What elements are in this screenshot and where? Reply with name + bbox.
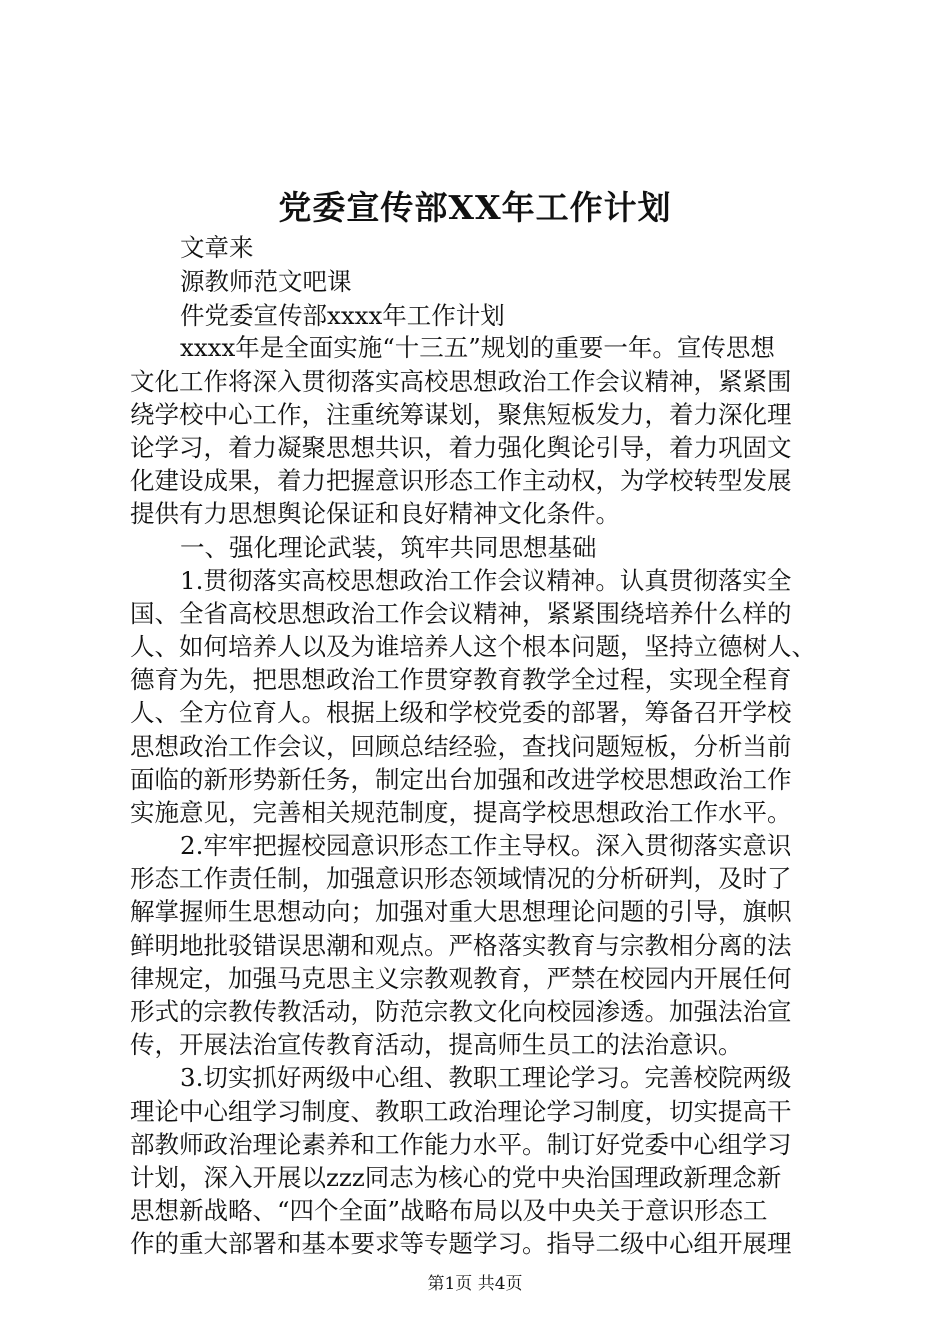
body-line: 绕学校中心工作，注重统筹谋划，聚焦短板发力，着力深化理 [130, 400, 792, 429]
body-line: 件党委宣传部xxxx年工作计划 [180, 301, 505, 330]
body-line: 源教师范文吧课 [180, 267, 352, 296]
document-title: 党委宣传部XX年工作计划 [278, 188, 672, 227]
body-line: 形态工作责任制，加强意识形态领域情况的分析研判，及时了 [130, 864, 792, 893]
body-line: 解掌握师生思想动向；加强对重大思想理论问题的引导，旗帜 [130, 897, 792, 926]
body-line: 提供有力思想舆论保证和良好精神文化条件。 [130, 499, 620, 528]
body-line: 人、全方位育人。根据上级和学校党委的部署，筹备召开学校 [130, 698, 792, 727]
body-line: 部教师政治理论素养和工作能力水平。制订好党委中心组学习 [130, 1130, 792, 1159]
body-line: 德育为先，把思想政治工作贯穿教育教学全过程，实现全程育 [130, 665, 792, 694]
body-line: xxxx年是全面实施“十三五”规划的重要一年。宣传思想 [180, 333, 775, 362]
body-line: 国、全省高校思想政治工作会议精神，紧紧围绕培养什么样的 [130, 599, 792, 628]
body-line: 思想新战略、“四个全面”战略布局以及中央关于意识形态工 [130, 1196, 768, 1225]
body-line: 文化工作将深入贯彻落实高校思想政治工作会议精神，紧紧围 [130, 367, 792, 396]
page-footer: 第1页 共4页 [427, 1274, 523, 1294]
body-line: 面临的新形势新任务，制定出台加强和改进学校思想政治工作 [130, 765, 792, 794]
body-line: 鲜明地批驳错误思潮和观点。严格落实教育与宗教相分离的法 [130, 931, 792, 960]
body-line: 2.牢牢把握校园意识形态工作主导权。深入贯彻落实意识 [180, 831, 792, 860]
body-line: 论学习，着力凝聚思想共识，着力强化舆论引导，着力巩固文 [130, 433, 792, 462]
section-heading: 一、强化理论武装，筑牢共同思想基础 [180, 533, 597, 562]
body-line: 1.贯彻落实高校思想政治工作会议精神。认真贯彻落实全 [180, 566, 792, 595]
body-line: 形式的宗教传教活动，防范宗教文化向校园渗透。加强法治宣 [130, 997, 792, 1026]
body-line: 实施意见，完善相关规范制度，提高学校思想政治工作水平。 [130, 798, 792, 827]
body-line: 传，开展法治宣传教育活动，提高师生员工的法治意识。 [130, 1030, 743, 1059]
body-line: 思想政治工作会议，回顾总结经验，查找问题短板，分析当前 [130, 732, 792, 761]
body-line: 计划，深入开展以zzz同志为核心的党中央治国理政新理念新 [130, 1163, 782, 1192]
body-line: 化建设成果，着力把握意识形态工作主动权，为学校转型发展 [130, 466, 792, 495]
body-line: 文章来 [180, 233, 254, 262]
body-line: 作的重大部署和基本要求等专题学习。指导二级中心组开展理 [130, 1229, 792, 1258]
body-line: 人、如何培养人以及为谁培养人这个根本问题，坚持立德树人、 [130, 632, 816, 661]
body-line: 理论中心组学习制度、教职工政治理论学习制度，切实提高干 [130, 1097, 792, 1126]
body-line: 3.切实抓好两级中心组、教职工理论学习。完善校院两级 [180, 1063, 792, 1092]
body-line: 律规定，加强马克思主义宗教观教育，严禁在校园内开展任何 [130, 964, 792, 993]
